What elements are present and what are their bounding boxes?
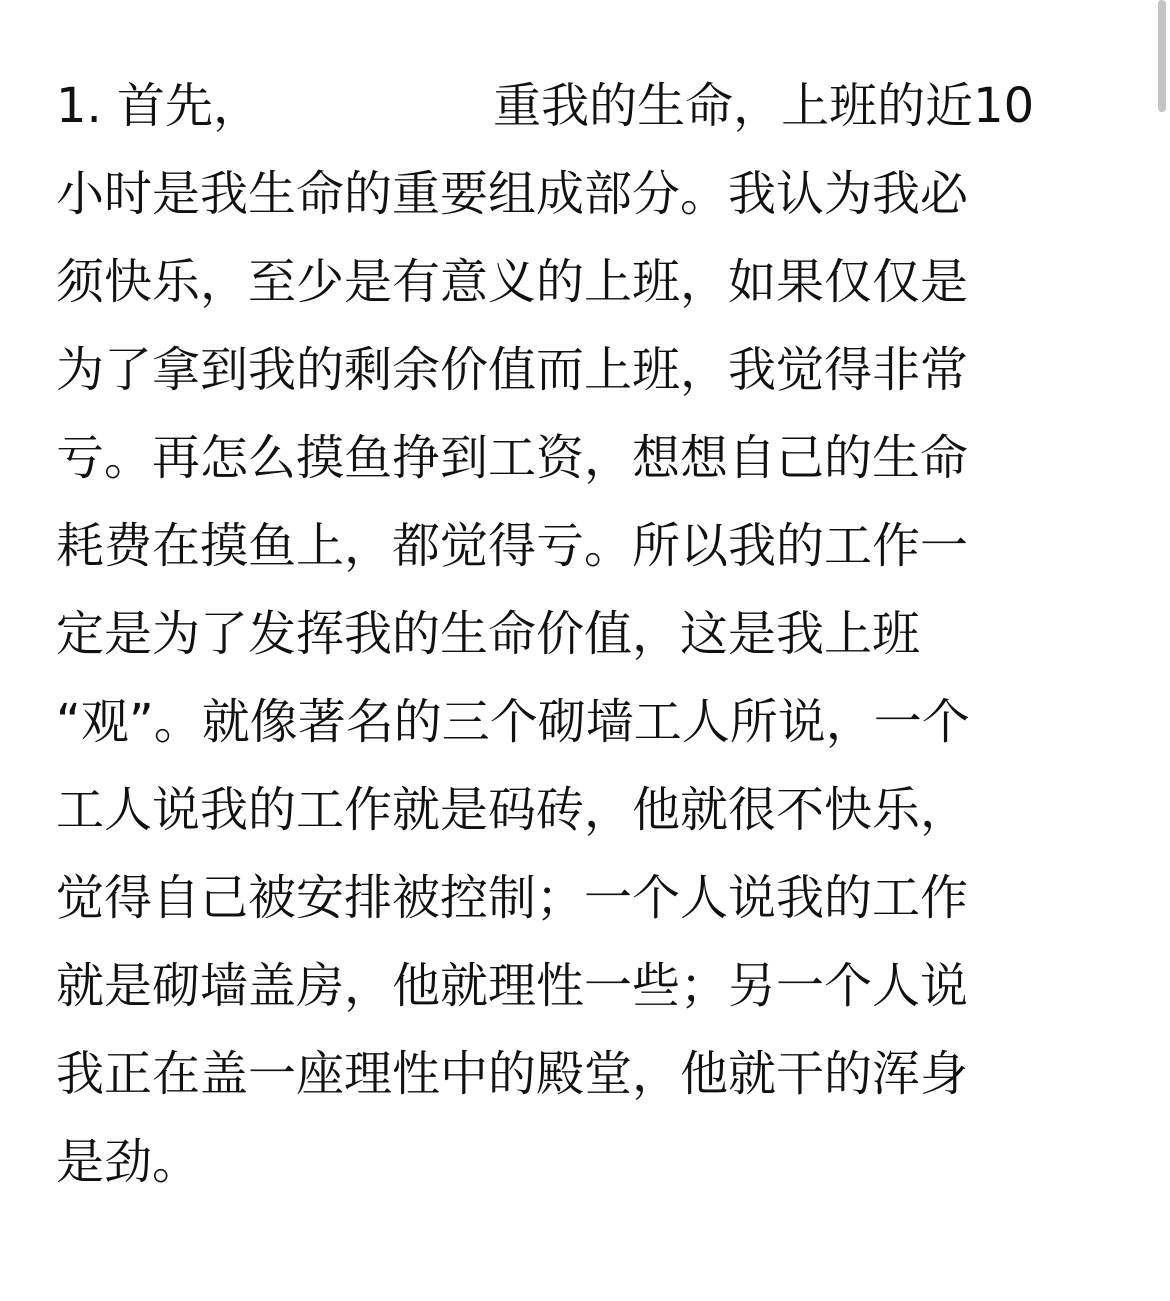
paragraph-line-5: 亏。再怎么摸鱼挣到工资，想想自己的生命 [56, 430, 969, 486]
paragraph-line-11: 就是砌墙盖房，他就理性一些；另一个人说 [56, 958, 969, 1014]
paragraph-line-6: 耗费在摸鱼上，都觉得亏。所以我的工作一 [56, 518, 969, 574]
article-paragraph [56, 62, 1116, 1206]
redacted-area [261, 84, 493, 134]
paragraph-line-3: 须快乐，至少是有意义的上班，如果仅仅是 [56, 254, 969, 310]
line1-end-text: 重我的生命，上班的近10 [493, 78, 1035, 134]
paragraph-line-9: 工人说我的工作就是码砖，他就很不快乐， [56, 782, 969, 838]
scrollbar-thumb[interactable] [1158, 0, 1166, 112]
paragraph-line-12: 我正在盖一座理性中的殿堂，他就干的浑身 [56, 1046, 969, 1102]
paragraph-line-1 [56, 62, 1116, 150]
paragraph-line-10: 觉得自己被安排被控制；一个人说我的工作 [56, 870, 969, 926]
paragraph-line-4: 为了拿到我的剩余价值而上班，我觉得非常 [56, 342, 969, 398]
paragraph-line-13: 是劲。 [56, 1134, 201, 1190]
paragraph-line-8: “观”。就像著名的三个砌墙工人所说，一个 [56, 694, 970, 750]
paragraph-line-7: 定是为了发挥我的生命价值，这是我上班 [56, 606, 921, 662]
paragraph-line-2: 小时是我生命的重要组成部分。我认为我必 [56, 166, 969, 222]
line1-start-text: 1. 首先， [56, 78, 262, 134]
